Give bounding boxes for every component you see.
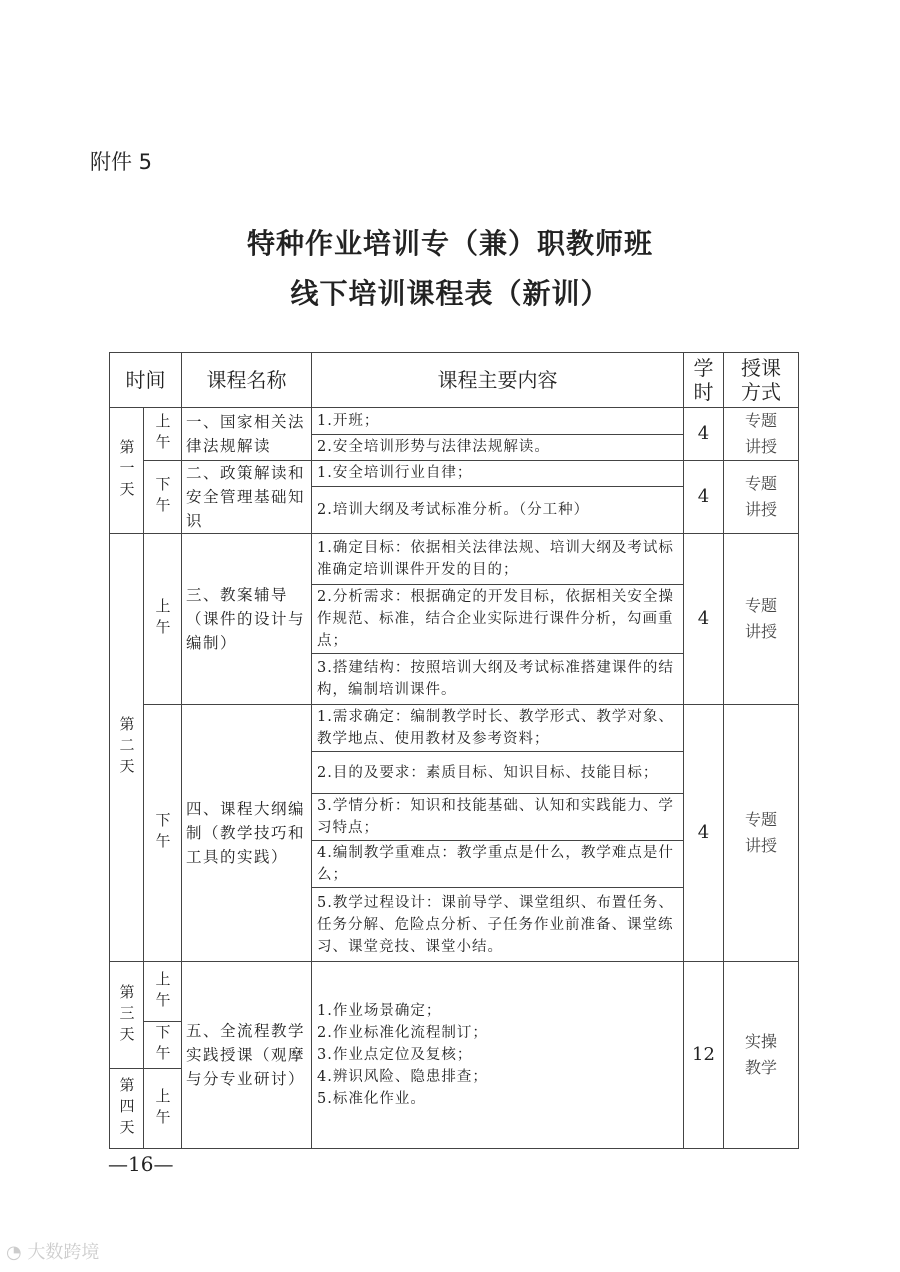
- half-day-label: 下午: [144, 461, 182, 534]
- table-row: [110, 962, 799, 1022]
- course-method: 专题讲授: [724, 705, 799, 962]
- content-item: 2.目的及要求：素质目标、知识目标、技能目标；: [312, 752, 684, 794]
- day-label: 第三天: [110, 962, 144, 1069]
- content-item: 1.作业场景确定；: [317, 1003, 442, 1019]
- header-content: 课程主要内容: [312, 353, 684, 408]
- content-item: 3.搭建结构：按照培训大纲及考试标准搭建课件的结构，编制培训课件。: [312, 654, 684, 705]
- table-header-row: [110, 353, 799, 408]
- course-method: 专题讲授: [724, 534, 799, 705]
- course-hours: 12: [684, 962, 724, 1149]
- content-item: 1.安全培训行业自律；: [312, 461, 684, 487]
- content-item: 2.培训大纲及考试标准分析。（分工种）: [312, 486, 684, 533]
- half-day-label: 上午: [144, 408, 182, 461]
- content-list: [312, 962, 684, 1149]
- day-label: 第二天: [110, 534, 144, 962]
- course-name: 三、教案辅导（课件的设计与编制）: [182, 534, 312, 705]
- content-item: 2.分析需求：根据确定的开发目标，依据相关安全操作规范、标准，结合企业实际进行课件分析，勾画重点；: [312, 585, 684, 654]
- content-item: 4.辨识风险、隐患排查；: [317, 1069, 488, 1085]
- content-item: 1.需求确定：编制教学时长、教学形式、教学对象、教学地点、使用教材及参考资料；: [312, 705, 684, 752]
- course-method: 专题讲授: [724, 408, 799, 461]
- day-label: 第一天: [110, 408, 144, 534]
- course-hours: 4: [684, 534, 724, 705]
- content-item: 5.标准化作业。: [317, 1091, 426, 1107]
- table-row: [110, 408, 799, 435]
- content-item: 5.教学过程设计：课前导学、课堂组织、布置任务、任务分解、危险点分析、子任务作业前准备、课堂练习、课堂竞技、课堂小结。: [312, 888, 684, 962]
- content-item: 4.编制教学重难点：教学重点是什么，教学难点是什么；: [312, 841, 684, 888]
- header-method: 授课方式: [724, 353, 799, 408]
- course-name: 二、政策解读和安全管理基础知识: [182, 461, 312, 534]
- content-item: 2.安全培训形势与法律法规解读。: [312, 434, 684, 461]
- table-row: [110, 705, 799, 752]
- half-day-label: 下午: [144, 1022, 182, 1069]
- document-title: 特种作业培训专（兼）职教师班: [246, 227, 653, 260]
- content-item: 3.学情分析：知识和技能基础、认知和实践能力、学习特点；: [312, 794, 684, 841]
- half-day-label: 上午: [144, 1069, 182, 1149]
- half-day-label: 下午: [144, 705, 182, 962]
- half-day-label: 上午: [144, 962, 182, 1022]
- content-item: 3.作业点定位及复核；: [317, 1047, 473, 1063]
- course-method: 实操教学: [724, 962, 799, 1149]
- course-name: 四、课程大纲编制（教学技巧和工具的实践）: [182, 705, 312, 962]
- watermark-logo: ◔ 大数跨境: [6, 1242, 100, 1263]
- content-item: 1.开班；: [312, 408, 684, 435]
- document-subtitle: 线下培训课程表（新训）: [290, 277, 610, 310]
- table-row: [110, 534, 799, 585]
- course-name: 五、全流程教学实践授课（观摩与分专业研讨）: [182, 962, 312, 1149]
- content-item: 2.作业标准化流程制订；: [317, 1025, 488, 1041]
- course-schedule-table: [109, 352, 799, 1149]
- half-day-label: 上午: [144, 534, 182, 705]
- day-label: 第四天: [110, 1069, 144, 1149]
- course-hours: 4: [684, 408, 724, 461]
- course-name: 一、国家相关法律法规解读: [182, 408, 312, 461]
- attachment-label: 附件 5: [90, 150, 153, 174]
- header-course: 课程名称: [182, 353, 312, 408]
- course-method: 专题讲授: [724, 461, 799, 534]
- header-hours: 学时: [684, 353, 724, 408]
- course-hours: 4: [684, 461, 724, 534]
- header-time: 时间: [110, 353, 182, 408]
- course-hours: 4: [684, 705, 724, 962]
- table-row: [110, 461, 799, 487]
- content-item: 1.确定目标：依据相关法律法规、培训大纲及考试标准确定培训课件开发的目的；: [312, 534, 684, 585]
- page-number: —16—: [108, 1152, 174, 1176]
